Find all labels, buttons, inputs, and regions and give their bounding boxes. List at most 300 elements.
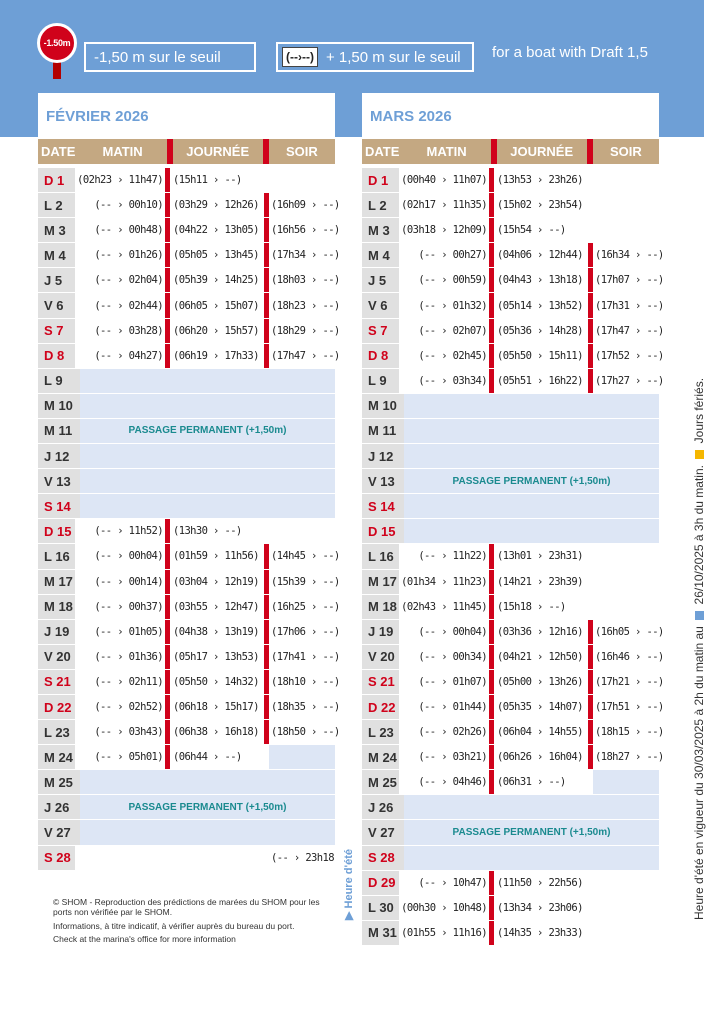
evening-window: (17h41 › --) <box>271 650 340 663</box>
permanent-passage-row <box>362 468 659 493</box>
tide-cells <box>404 419 659 443</box>
morning-window: (-- › 00h34) <box>418 650 487 663</box>
day-window: (04h43 › 13h18) <box>497 274 583 287</box>
date-cell: L 30 <box>362 896 399 920</box>
evening-window <box>269 745 335 769</box>
holiday-color-swatch <box>695 450 704 459</box>
tide-cells <box>75 193 340 217</box>
date-cell: V 27 <box>362 820 404 844</box>
morning-window: (-- › 00h04) <box>418 625 487 638</box>
evening-window <box>593 570 659 594</box>
tide-row <box>362 870 659 895</box>
tide-row <box>38 292 340 317</box>
tide-cells <box>80 369 335 393</box>
morning-window: (02h43 › 11h45) <box>401 600 487 613</box>
tide-cells <box>75 595 340 619</box>
side-note-text-2: 26/10/2025 à 3h du matin. <box>692 465 706 605</box>
morning-window: (-- › 00h10) <box>94 199 163 212</box>
evening-window: (17h31 › --) <box>595 299 664 312</box>
side-note-text-3: Jours fériés. <box>692 377 706 444</box>
day-window: (11h50 › 22h56) <box>497 876 583 889</box>
permanent-passage-row <box>38 493 335 518</box>
morning-window: (-- › 11h52) <box>94 525 163 538</box>
evening-window: (16h56 › --) <box>271 224 340 237</box>
morning-window: (-- › 02h44) <box>94 299 163 312</box>
permanent-passage-row <box>38 393 335 418</box>
table-header <box>38 139 335 164</box>
tide-row <box>38 719 340 744</box>
day-window: (06h44 › --) <box>173 751 242 764</box>
date-cell: D 8 <box>362 344 399 368</box>
permanent-passage-row <box>362 845 659 870</box>
date-cell: J 19 <box>362 620 399 644</box>
date-cell: S 7 <box>362 319 399 343</box>
tide-row <box>362 744 664 769</box>
permanent-passage-row <box>362 393 659 418</box>
permanent-passage-label: PASSAGE PERMANENT (+1,50m) <box>452 826 611 838</box>
morning-window: (-- › 05h01) <box>94 751 163 764</box>
morning-window: (-- › 00h27) <box>418 249 487 262</box>
morning-window: (00h40 › 11h07) <box>401 174 487 187</box>
morning-window: (-- › 00h59) <box>418 274 487 287</box>
day-window: (14h35 › 23h33) <box>497 926 583 939</box>
date-cell: M 17 <box>38 570 75 594</box>
tide-cells <box>75 319 340 343</box>
evening-window <box>593 871 659 895</box>
evening-window <box>593 168 659 192</box>
summer-time-label: Heure d'été <box>343 849 355 909</box>
header-evening: SOIR <box>285 144 318 159</box>
morning-window: (00h30 › 10h48) <box>401 901 487 914</box>
tide-cells <box>404 444 659 468</box>
legend-below-sill-label: -1,50 m sur le seuil <box>94 48 221 66</box>
tide-cells <box>75 519 335 543</box>
tide-cells <box>399 896 659 920</box>
date-cell: J 5 <box>38 268 75 292</box>
date-cell: V 6 <box>38 293 75 317</box>
date-cell: D 15 <box>38 519 75 543</box>
evening-window <box>593 921 659 945</box>
tide-cells <box>399 218 659 242</box>
header-morning: MATIN <box>102 144 143 159</box>
tide-row <box>38 343 340 368</box>
tide-cells <box>399 670 664 694</box>
tide-cells <box>75 670 340 694</box>
morning-window: (-- › 02h11) <box>94 675 163 688</box>
table-header <box>362 139 659 164</box>
tide-row <box>38 594 340 619</box>
header-day: JOURNÉE <box>510 144 574 159</box>
date-cell: L 9 <box>38 369 80 393</box>
date-cell: M 25 <box>362 770 399 794</box>
morning-window: (-- › 00h04) <box>94 550 163 563</box>
tide-cells <box>404 795 659 819</box>
tide-row <box>362 318 664 343</box>
tide-rows <box>362 167 664 945</box>
evening-window: (17h21 › --) <box>595 675 664 688</box>
morning-window: (01h34 › 11h23) <box>401 575 487 588</box>
tide-row <box>362 694 664 719</box>
tide-row <box>362 769 659 794</box>
month-panel-february <box>38 93 340 870</box>
tide-cells <box>75 243 340 267</box>
tide-cells <box>399 720 664 744</box>
date-cell: S 28 <box>38 846 75 870</box>
tide-row <box>362 594 659 619</box>
tide-row <box>362 895 659 920</box>
tide-cells <box>399 168 659 192</box>
day-window: (15h54 › --) <box>497 224 566 237</box>
evening-window: (17h06 › --) <box>271 625 340 638</box>
morning-window: (-- › 11h22) <box>418 550 487 563</box>
morning-window: (-- › 01h07) <box>418 675 487 688</box>
tide-row <box>362 292 664 317</box>
morning-window: (-- › 01h32) <box>418 299 487 312</box>
day-window: (06h19 › 17h33) <box>173 349 259 362</box>
date-cell: L 16 <box>38 544 75 568</box>
tide-row <box>362 267 664 292</box>
footnote: © SHOM - Reproduction des prédictions de marées du SHOM pour les ports non vérifiée par le SHOM. <box>53 897 320 917</box>
morning-window: (-- › 00h37) <box>94 600 163 613</box>
date-cell: M 31 <box>362 921 399 945</box>
date-cell: S 21 <box>38 670 75 694</box>
tide-cells <box>75 720 340 744</box>
date-cell: D 29 <box>362 871 399 895</box>
tide-row <box>362 569 659 594</box>
evening-window: (18h15 › --) <box>595 726 664 739</box>
permanent-passage-row <box>362 518 659 543</box>
header-evening: SOIR <box>609 144 642 159</box>
day-window: (03h04 › 12h19) <box>173 575 259 588</box>
evening-window <box>269 168 335 192</box>
header-day: JOURNÉE <box>186 144 250 159</box>
date-cell: M 24 <box>362 745 399 769</box>
depth-sign-icon: -1.50m <box>37 23 77 63</box>
date-cell: L 9 <box>362 369 399 393</box>
date-cell: L 16 <box>362 544 399 568</box>
tide-row <box>362 167 659 192</box>
evening-window <box>593 770 659 794</box>
date-cell: M 3 <box>362 218 399 242</box>
date-cell: J 12 <box>38 444 80 468</box>
evening-window: (17h47 › --) <box>271 349 340 362</box>
evening-window: (16h09 › --) <box>271 199 340 212</box>
tide-cells <box>399 293 664 317</box>
permanent-passage-label: PASSAGE PERMANENT (+1,50m) <box>452 475 611 487</box>
day-window: (06h31 › --) <box>497 776 566 789</box>
tide-cells <box>404 846 659 870</box>
footnote: Informations, à titre indicatif, à vérifier auprès du bureau du port. <box>53 920 295 931</box>
morning-window: (-- › 04h27) <box>94 349 163 362</box>
date-cell: S 28 <box>362 846 404 870</box>
permanent-passage-row <box>38 794 335 819</box>
evening-window: (17h47 › --) <box>595 324 664 337</box>
date-cell: D 22 <box>38 695 75 719</box>
date-cell: M 11 <box>362 419 404 443</box>
tide-cells <box>80 494 335 518</box>
permanent-passage-row <box>38 769 335 794</box>
tide-cells <box>75 218 340 242</box>
window-symbol-icon: (--›--) <box>282 47 318 67</box>
tide-cells <box>75 344 340 368</box>
tide-row <box>362 920 659 945</box>
tide-cells <box>399 871 659 895</box>
morning-window: (-- › 03h34) <box>418 374 487 387</box>
permanent-passage-row <box>362 819 659 844</box>
tide-row <box>38 669 340 694</box>
tide-cells <box>75 695 340 719</box>
tide-row <box>38 267 340 292</box>
morning-window: (-- › 01h26) <box>94 249 163 262</box>
tide-row <box>38 845 335 870</box>
day-window: (06h38 › 16h18) <box>173 726 259 739</box>
tide-cells <box>75 745 335 769</box>
side-note-text-1: Heure d'été en vigueur du 30/03/2025 à 2h du matin au <box>692 626 706 920</box>
morning-window: (02h17 › 11h35) <box>401 199 487 212</box>
evening-window: (16h05 › --) <box>595 625 664 638</box>
tide-cells <box>80 795 335 819</box>
tide-row <box>362 669 664 694</box>
tide-cells <box>75 620 340 644</box>
permanent-passage-label: PASSAGE PERMANENT (+1,50m) <box>128 425 287 437</box>
tide-cells <box>75 645 340 669</box>
tide-cells <box>399 570 659 594</box>
date-cell: M 25 <box>38 770 80 794</box>
date-cell: V 27 <box>38 820 80 844</box>
morning-window: (-- › 01h44) <box>418 701 487 714</box>
day-window: (03h29 › 12h26) <box>173 199 259 212</box>
permanent-passage-row <box>38 443 335 468</box>
permanent-passage-row <box>362 493 659 518</box>
morning-window: (-- › 03h21) <box>418 751 487 764</box>
evening-window: (15h39 › --) <box>271 575 340 588</box>
tide-cells <box>399 921 659 945</box>
footnote: Check at the marina's office for more information <box>53 934 236 945</box>
date-cell: V 13 <box>362 469 404 493</box>
date-cell: V 6 <box>362 293 399 317</box>
tide-row <box>362 644 664 669</box>
day-window: (15h11 › --) <box>173 174 242 187</box>
day-window: (15h02 › 23h54) <box>497 199 583 212</box>
date-cell: M 4 <box>38 243 75 267</box>
tide-cells <box>399 268 664 292</box>
tide-cells <box>80 820 335 844</box>
tide-cells <box>404 494 659 518</box>
permanent-passage-row <box>362 418 659 443</box>
morning-window: (-- › 02h26) <box>418 726 487 739</box>
day-window: (04h38 › 13h19) <box>173 625 259 638</box>
evening-window <box>593 595 659 619</box>
evening-window: (16h34 › --) <box>595 249 664 262</box>
day-window: (05h35 › 14h07) <box>497 701 583 714</box>
legend-above-sill <box>276 42 474 72</box>
permanent-passage-row <box>38 819 335 844</box>
evening-window: (16h46 › --) <box>595 650 664 663</box>
morning-window: (-- › 02h04) <box>94 274 163 287</box>
tide-cells <box>404 469 659 493</box>
day-window: (03h55 › 12h47) <box>173 600 259 613</box>
empty-cell <box>75 846 264 870</box>
tide-row <box>38 543 340 568</box>
tide-cells <box>399 319 664 343</box>
tide-cells <box>80 444 335 468</box>
tide-cells <box>75 293 340 317</box>
tide-cells <box>80 469 335 493</box>
day-window: (01h59 › 11h56) <box>173 550 259 563</box>
tide-cells <box>399 645 664 669</box>
tide-cells <box>75 168 335 192</box>
morning-window: (01h55 › 11h16) <box>401 926 487 939</box>
date-cell: J 5 <box>362 268 399 292</box>
morning-window: (-- › 02h07) <box>418 324 487 337</box>
header-date: DATE <box>364 144 400 159</box>
tide-cells <box>399 193 659 217</box>
day-window: (05h14 › 13h52) <box>497 299 583 312</box>
tide-row <box>38 619 340 644</box>
date-cell: V 13 <box>38 469 80 493</box>
tide-row <box>38 242 340 267</box>
morning-window: (-- › 03h43) <box>94 726 163 739</box>
date-cell: S 14 <box>362 494 404 518</box>
tide-cells <box>75 268 340 292</box>
morning-window: (-- › 10h47) <box>418 876 487 889</box>
date-cell: M 10 <box>38 394 80 418</box>
permanent-passage-row <box>38 418 335 443</box>
morning-window: (02h23 › 11h47) <box>77 174 163 187</box>
date-cell: V 20 <box>362 645 399 669</box>
date-cell: L 23 <box>38 720 75 744</box>
tide-cells <box>75 544 340 568</box>
day-window: (13h01 › 23h31) <box>497 550 583 563</box>
permanent-passage-row <box>38 468 335 493</box>
day-window: (04h22 › 13h05) <box>173 224 259 237</box>
day-window: (05h00 › 13h26) <box>497 675 583 688</box>
tide-row <box>362 368 664 393</box>
tide-row <box>362 217 659 242</box>
date-cell: M 24 <box>38 745 75 769</box>
evening-window: (18h29 › --) <box>271 324 340 337</box>
day-window: (06h26 › 16h04) <box>497 751 583 764</box>
date-cell: J 26 <box>38 795 80 819</box>
date-cell: D 8 <box>38 344 75 368</box>
date-cell: J 26 <box>362 795 404 819</box>
tide-row <box>38 644 340 669</box>
tide-rows <box>38 167 340 870</box>
tide-cells <box>399 770 659 794</box>
date-cell: D 1 <box>362 168 399 192</box>
date-cell: D 22 <box>362 695 399 719</box>
day-window: (06h05 › 15h07) <box>173 299 259 312</box>
morning-window: (-- › 01h36) <box>94 650 163 663</box>
tide-row <box>38 694 340 719</box>
date-cell: L 23 <box>362 720 399 744</box>
day-window: (05h17 › 13h53) <box>173 650 259 663</box>
tide-row <box>362 619 664 644</box>
day-window: (05h39 › 14h25) <box>173 274 259 287</box>
tide-cells <box>80 770 335 794</box>
date-cell: L 2 <box>362 193 399 217</box>
tide-cells <box>404 394 659 418</box>
date-cell: J 19 <box>38 620 75 644</box>
evening-window: (18h23 › --) <box>271 299 340 312</box>
tide-row <box>362 242 664 267</box>
evening-window: (17h27 › --) <box>595 374 664 387</box>
tide-row <box>38 318 340 343</box>
day-window: (03h36 › 12h16) <box>497 625 583 638</box>
morning-window: (-- › 02h45) <box>418 349 487 362</box>
evening-window: (17h34 › --) <box>271 249 340 262</box>
legend-above-sill-label: + 1,50 m sur le seuil <box>325 48 461 66</box>
morning-window: (-- › 02h52) <box>94 701 163 714</box>
date-cell: M 11 <box>38 419 80 443</box>
evening-window <box>269 519 335 543</box>
legend-below-sill <box>84 42 256 72</box>
tide-cells <box>75 570 340 594</box>
tide-cells <box>75 846 335 870</box>
permanent-passage-row <box>362 794 659 819</box>
day-window: (13h30 › --) <box>173 525 242 538</box>
summer-color-swatch <box>695 611 704 620</box>
date-cell: S 21 <box>362 670 399 694</box>
evening-window: (17h07 › --) <box>595 274 664 287</box>
date-cell: S 14 <box>38 494 80 518</box>
evening-window: (18h27 › --) <box>595 751 664 764</box>
tide-cells <box>399 695 664 719</box>
tide-row <box>362 192 659 217</box>
morning-window: (-- › 01h05) <box>94 625 163 638</box>
header-morning: MATIN <box>426 144 467 159</box>
evening-window: (17h51 › --) <box>595 701 664 714</box>
tide-cells <box>80 394 335 418</box>
tide-row <box>38 744 335 769</box>
tide-cells <box>399 344 664 368</box>
day-window: (06h20 › 15h57) <box>173 324 259 337</box>
tide-cells <box>404 820 659 844</box>
summer-time-marker: ▶ Heure d'été <box>343 849 355 920</box>
tide-row <box>38 217 340 242</box>
tide-row <box>362 719 664 744</box>
date-cell: M 18 <box>38 595 75 619</box>
date-cell: L 2 <box>38 193 75 217</box>
day-window: (05h05 › 13h45) <box>173 249 259 262</box>
morning-window: (-- › 00h14) <box>94 575 163 588</box>
date-cell: M 17 <box>362 570 399 594</box>
day-window: (15h18 › --) <box>497 600 566 613</box>
footnotes <box>53 898 338 949</box>
tide-cells <box>399 620 664 644</box>
tide-row <box>38 518 335 543</box>
tide-cells <box>80 419 335 443</box>
morning-window: (-- › 03h28) <box>94 324 163 337</box>
date-cell: J 12 <box>362 444 404 468</box>
day-window: (06h04 › 14h55) <box>497 726 583 739</box>
tide-cells <box>399 595 659 619</box>
day-window: (05h36 › 14h28) <box>497 324 583 337</box>
evening-window: (18h50 › --) <box>271 726 340 739</box>
day-window: (04h21 › 12h50) <box>497 650 583 663</box>
header-date: DATE <box>40 144 76 159</box>
day-window: (05h51 › 16h22) <box>497 374 583 387</box>
permanent-passage-row <box>38 368 335 393</box>
tide-row <box>362 343 664 368</box>
evening-window <box>593 218 659 242</box>
month-title: FÉVRIER 2026 <box>46 108 149 125</box>
morning-window: (03h18 › 12h09) <box>401 224 487 237</box>
evening-window: (18h03 › --) <box>271 274 340 287</box>
date-cell: M 18 <box>362 595 399 619</box>
month-title: MARS 2026 <box>370 108 452 125</box>
tide-cells <box>399 369 664 393</box>
